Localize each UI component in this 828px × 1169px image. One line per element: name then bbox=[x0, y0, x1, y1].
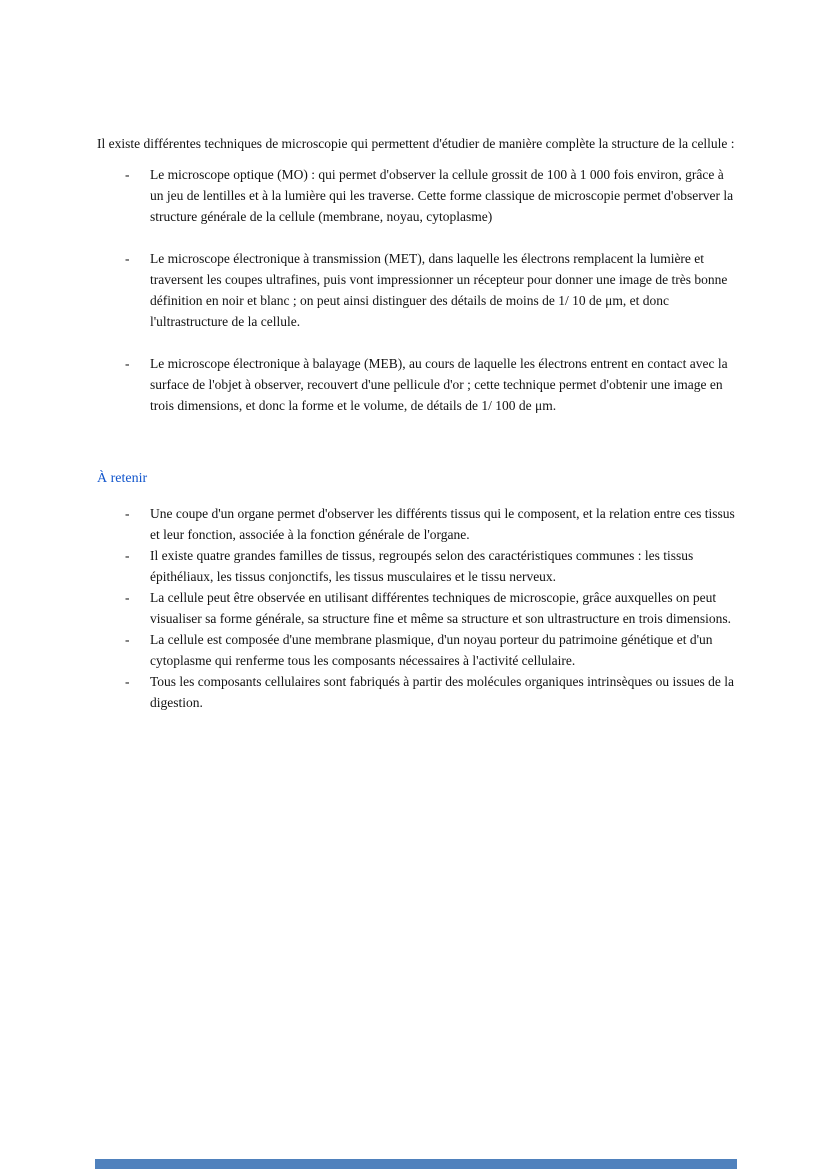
list-item bbox=[97, 503, 737, 545]
list-item-text: Le microscope électronique à transmission (MET), dans laquelle les électrons remplacent la lumière et traversent les coupes ultrafines, puis vont impressionner un récepteur pour donner une image de très bonne définition en noir et blanc ; on peut ainsi distinguer des détails de moins de 1/ 10 de μm, et donc l'ultrastructure de la cellule. bbox=[150, 251, 728, 329]
list-item-text: Une coupe d'un organe permet d'observer les différents tissus qui le composent, et la relation entre ces tissus et leur fonction, associée à la fonction générale de l'organe. bbox=[150, 506, 735, 542]
dash-marker: - bbox=[125, 632, 130, 647]
list-item bbox=[97, 545, 737, 587]
list-item bbox=[97, 248, 737, 332]
dash-marker: - bbox=[125, 674, 130, 689]
retenir-list bbox=[97, 503, 737, 713]
list-item-text: Il existe quatre grandes familles de tissus, regroupés selon des caractéristiques communes : les tissus épithéliaux, les tissus conjonctifs, les tissus musculaires et le tissu nerveux. bbox=[150, 548, 694, 584]
dash-marker: - bbox=[125, 590, 130, 605]
list-item bbox=[97, 587, 737, 629]
intro-paragraph: Il existe différentes techniques de microscopie qui permettent d'étudier de manière complète la structure de la cellule : bbox=[97, 136, 735, 151]
list-item-text: Le microscope optique (MO) : qui permet d'observer la cellule grossit de 100 à 1 000 fois environ, grâce à un jeu de lentilles et à la lumière qui les traverse. Cette forme classique de microscopie permet d'observer la structure générale de la cellule (membrane, noyau, cytoplasme) bbox=[150, 167, 734, 224]
dash-marker: - bbox=[125, 356, 130, 371]
list-item-text: Le microscope électronique à balayage (MEB), au cours de laquelle les électrons entrent en contact avec la surface de l'objet à observer, recouvert d'une pellicule d'or ; cette technique permet d'obtenir une image en trois dimensions, et donc la forme et le volume, de détails de 1/ 100 de μm. bbox=[150, 356, 728, 413]
footer-blue-bar bbox=[95, 1159, 737, 1169]
list-item bbox=[97, 353, 737, 416]
dash-marker: - bbox=[125, 251, 130, 266]
list-item-text: La cellule peut être observée en utilisant différentes techniques de microscopie, grâce auxquelles on peut visualiser sa forme générale, sa structure fine et même sa structure et son ultrastructure en trois dimensions. bbox=[150, 590, 732, 626]
dash-marker: - bbox=[125, 548, 130, 563]
dash-marker: - bbox=[125, 167, 130, 182]
microscopy-list bbox=[97, 164, 737, 416]
list-item bbox=[97, 671, 737, 713]
list-item-text: Tous les composants cellulaires sont fabriqués à partir des molécules organiques intrinsèques ou issues de la digestion. bbox=[150, 674, 735, 710]
list-item bbox=[97, 629, 737, 671]
dash-marker: - bbox=[125, 506, 130, 521]
section-heading-a-retenir: À retenir bbox=[97, 471, 148, 486]
list-item-text: La cellule est composée d'une membrane plasmique, d'un noyau porteur du patrimoine génétique et d'un cytoplasme qui renferme tous les composants nécessaires à l'activité cellulaire. bbox=[150, 632, 713, 668]
list-item bbox=[97, 164, 737, 227]
